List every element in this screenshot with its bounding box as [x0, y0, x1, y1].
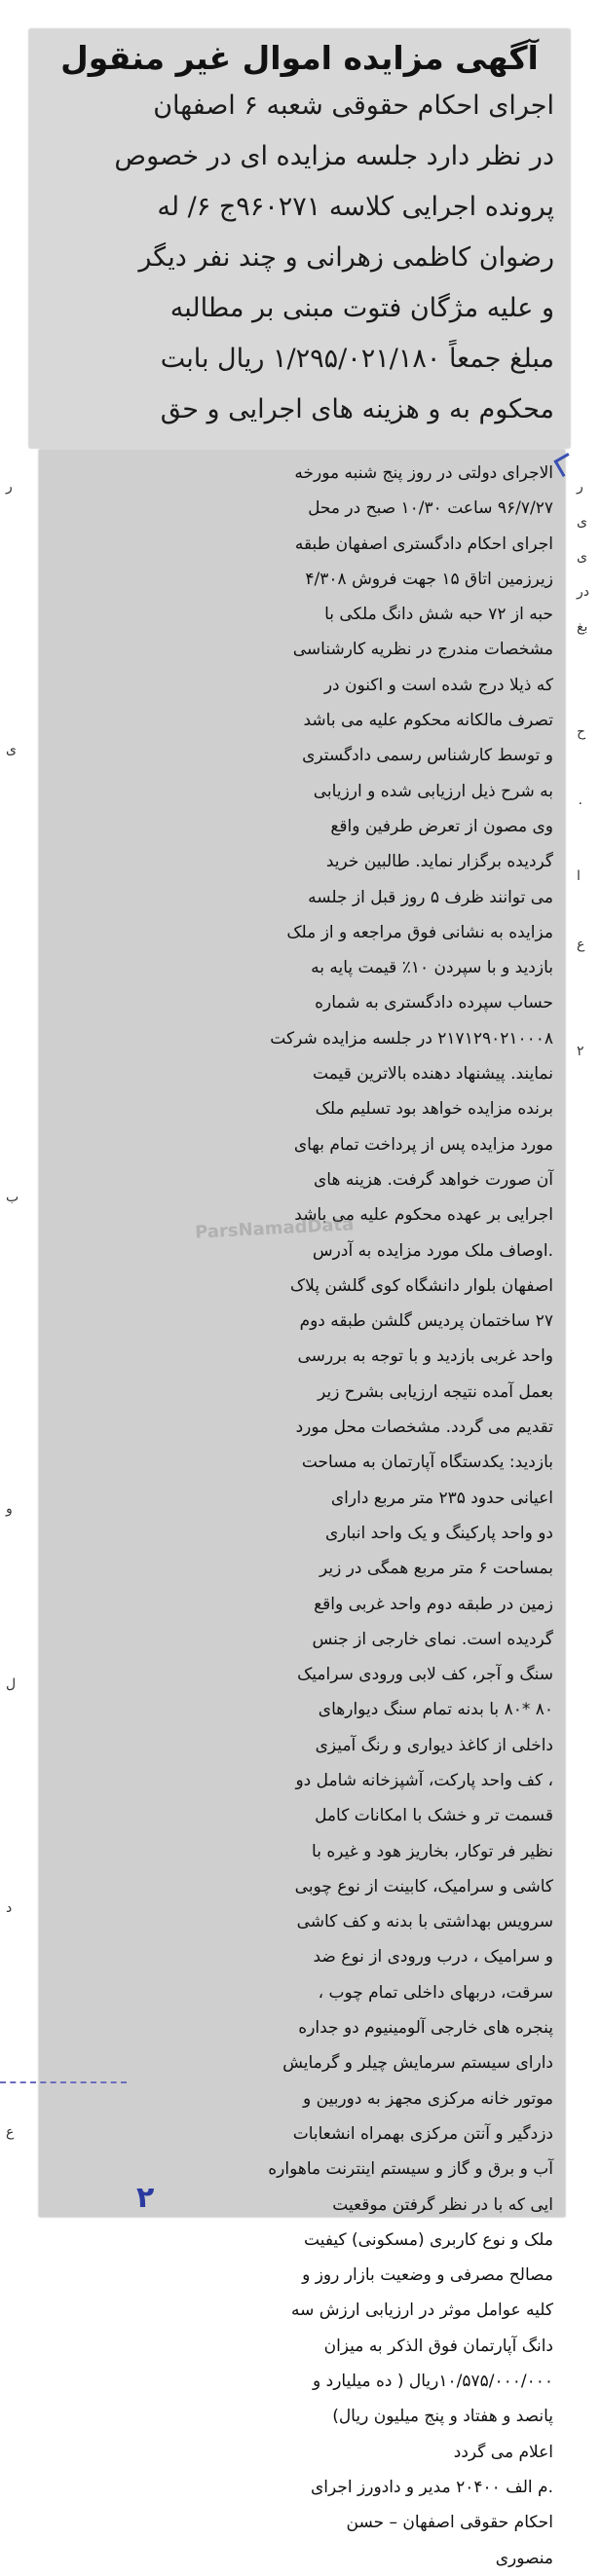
notice-lead-paragraph: اجرای احکام حقوقی شعبه ۶ اصفهان در نظر دارد جلسه مزایده ای در خصوص پرونده اجرایی کلاسه ۹۶۰۲۷۱ج ۶/ له رضوان کاظمی زهرانی و چند نفر دیگر و علیه مژگان فتوت مبنی بر مطالبه مبلغ جمعاً ۱/۲۹۵/۰۲۱/۱۸۰ ریال بابت محکوم به و هزینه های اجرایی و حق — [114, 91, 554, 424]
edge-fragment: ل — [6, 1676, 17, 1692]
edge-fragment: ح — [577, 724, 586, 740]
notice-body-clipping — [39, 450, 565, 2568]
edge-fragment: ی — [577, 549, 587, 565]
right-edge-fragments — [577, 450, 596, 2217]
watermark-text: ParsNamadData — [194, 1214, 355, 1243]
edge-fragment: ع — [577, 937, 585, 952]
edge-fragment: ۲ — [577, 1044, 584, 1059]
edge-fragment: ر — [577, 479, 583, 495]
edge-fragment: ا — [577, 868, 581, 884]
notice-body-paragraph: الاجرای دولتی در روز پنج شنبه مورخه ۹۶/۷/۲۷ ساعت ۱۰/۳۰ صبح در محل اجرای احکام دادگستری اصفهان طبقه زیرزمین اتاق ۱۵ جهت فروش ۴/۳۰۸ حبه از ۷۲ حبه شش دانگ ملکی با مشخصات مندرج در نظریه کارشناسی که ذیلا درج شده است و اکنون در تصرف مالکانه محکوم علیه می باشد و توسط کارشناس رسمی دادگستری به شرح ذیل ارزیابی شده و ارزیابی وی مصون از تعرض طرفین واقع گردیده برگزار نماید. طالبین خرید می توانند ظرف ۵ روز قبل از جلسه مزایده به نشانی فوق مراجعه و از ملک بازدید و با سپردن ۱۰٪ قیمت پایه به حساب سپرده دادگستری به شماره ۲۱۷۱۲۹۰۲۱۰۰۰۸ در جلسه مزایده شرکت نمایند. پیشنهاد دهنده بالاترین قیمت برنده مزایده خواهد بود تسلیم ملک مورد مزایده پس از پرداخت تمام بهای آن صورت خواهد گرفت. هزینه های اجرایی بر عهده محکوم علیه می باشد .اوصاف ملک مورد مزایده به آدرس اصفهان بلوار دانشگاه کوی گلشن پلاک ۲۷ ساختمان پردیس گلشن طبقه دوم واحد غربی بازدید و با توجه به بررسی بعمل آمده نتیجه ارزیابی بشرح زیر تقدیم می گردد. مشخصات محل مورد بازدید: یکدستگاه آپارتمان به مساحت اعیانی حدود ۲۳۵ متر مربع دارای دو واحد پارکینگ و یک واحد انباری بمساحت ۶ متر مربع همگی در زیر زمین در طبقه دوم واحد غربی واقع گردیده است. نمای خارجی از جنس سنگ و آجر، کف لابی ورودی سرامیک ۸۰ *۸۰ با بدنه تمام سنگ دیوارهای داخلی از کاغذ دیواری و رنگ آمیزی ، کف واحد پارکت، آشپزخانه شامل دو قسمت تر و خشک با امکانات کامل نظیر فر توکار، بخاریز هود و غیره با کاشی و سرامیک، کابینت از نوع چوبی سرویس بهداشتی با بدنه و کف کاشی و سرامیک ، درب ورودی از نوع ضد سرقت، دربهای داخلی تمام چوب ، پنجره های خارجی آلومینیوم دو جداره دارای سیستم سرمایش چیلر و گرمایش موتور خانه مرکزی مجهز به دوربین و دزدگیر و آنتن مرکزی بهمراه انشعابات آب و برق و گاز و سیستم اینترنت ماهواره ایی که با در نظر گرفتن موقعیت ملک و نوع کاربری (مسکونی) کیفیت مصالح مصرفی و وضعیت بازار روز و کلیه عوامل موثر در ارزیابی ارزش سه دانگ آپارتمان فوق الذکر به میزان ۱۰/۵۷۵/۰۰۰/۰۰۰ریال ( ده میلیارد و پانصد و هفتاد و پنج میلیون ریال) اعلام می گردد .م الف ۲۰۴۰۰ مدیر و دادورز اجرای احکام حقوقی اصفهان – حسن منصوری — [268, 463, 553, 2568]
edge-fragment: د — [6, 1900, 13, 1916]
left-edge-fragments — [6, 450, 25, 2217]
page-number: ۲ — [136, 2181, 155, 2215]
edge-fragment: بغ — [577, 619, 588, 635]
edge-fragment: و — [6, 1501, 13, 1517]
edge-fragment: ر — [6, 479, 13, 495]
edge-fragment: ۰ — [577, 795, 584, 811]
edge-fragment: در — [577, 584, 589, 600]
notice-header-clipping — [29, 29, 570, 448]
edge-fragment: ی — [6, 742, 17, 757]
edge-fragment: ی — [577, 514, 587, 530]
notice-title: آگهی مزایده اموال غیر منقول — [60, 39, 539, 77]
edge-fragment: ع — [6, 2124, 15, 2140]
edge-fragment: ب — [6, 1190, 19, 1205]
